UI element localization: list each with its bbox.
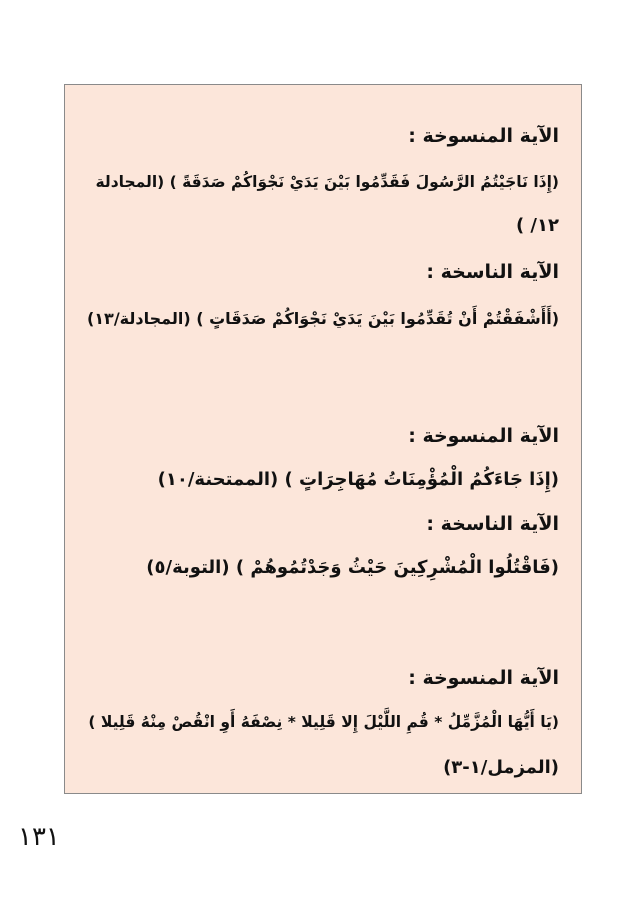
abrogating-heading-1: الآية الناسخة : — [426, 261, 559, 283]
abrogated-verse-1-line2: ١٢/ ) — [515, 215, 559, 236]
abrogated-verse-2: (إِذَا جَاءَكُمُ الْمُؤْمِنَاتُ مُهَاجِرَاتٍ ) (الممتحنة/١٠) — [157, 469, 559, 490]
abrogated-heading-1: الآية المنسوخة : — [408, 125, 559, 147]
content-panel — [64, 84, 582, 794]
page-number: ١٣١ — [18, 822, 60, 852]
abrogating-heading-2: الآية الناسخة : — [426, 513, 559, 535]
abrogated-heading-3: الآية المنسوخة : — [408, 667, 559, 689]
abrogating-verse-2: (فَاقْتُلُوا الْمُشْرِكِينَ حَيْثُ وَجَدْتُمُوهُمْ ) (التوبة/٥) — [146, 557, 559, 578]
abrogated-verse-1-line1: (إِذَا نَاجَيْتُمُ الرَّسُولَ فَقَدِّمُوا بَيْنَ يَدَيْ نَجْوَاكُمْ صَدَقَةً ) (المجادلة — [95, 173, 559, 191]
abrogated-heading-2: الآية المنسوخة : — [408, 425, 559, 447]
abrogated-verse-3-line1: (يَا أَيُّهَا الْمُزَّمِّلُ * قُمِ اللَّيْلَ إِلا قَلِيلا * نِصْفَهُ أَوِ انْقُصْ مِنْهُ قَلِيلا ) — [88, 713, 559, 731]
abrogated-verse-3-line2: (المزمل/١-٣) — [443, 757, 559, 778]
abrogating-verse-1: (أَأَشْفَقْتُمْ أَنْ تُقَدِّمُوا بَيْنَ يَدَيْ نَجْوَاكُمْ صَدَقَاتٍ ) (المجادلة/١٣) — [86, 309, 559, 328]
